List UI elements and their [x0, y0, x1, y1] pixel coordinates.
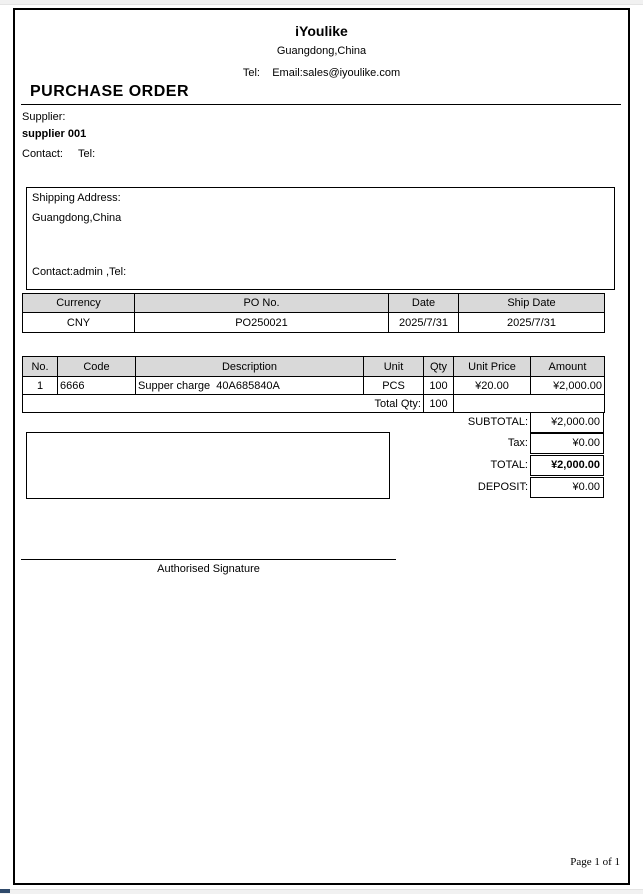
order-info-header-ship-date: Ship Date — [459, 294, 605, 313]
canvas-bottom-edge — [0, 889, 643, 894]
shipping-address-value: Guangdong,China — [32, 212, 122, 224]
total-value: ¥2,000.00 — [530, 455, 604, 476]
title-underline — [21, 104, 621, 105]
tax-value: ¥0.00 — [530, 433, 604, 454]
company-name: iYoulike — [295, 23, 348, 39]
order-info-table — [22, 293, 605, 333]
items-header-row — [23, 357, 605, 377]
order-info-po-no: PO250021 — [135, 313, 389, 333]
signature-label: Authorised Signature — [157, 563, 260, 575]
order-info-value-row — [23, 313, 605, 333]
item-no: 1 — [23, 377, 58, 395]
deposit-value: ¥0.00 — [530, 477, 604, 498]
order-info-currency: CNY — [23, 313, 135, 333]
item-qty: 100 — [424, 377, 454, 395]
subtotal-value: ¥2,000.00 — [530, 412, 604, 433]
total-qty-value: 100 — [424, 395, 454, 413]
item-unit: PCS — [364, 377, 424, 395]
items-header-code: Code — [58, 357, 136, 377]
shipping-contact-line: Contact:admin ,Tel: — [32, 266, 127, 278]
subtotal-label: SUBTOTAL: — [467, 416, 528, 428]
order-info-header-currency: Currency — [23, 294, 135, 313]
deposit-label: DEPOSIT: — [477, 481, 528, 493]
shipping-address-label: Shipping Address: — [32, 192, 121, 204]
shipping-address-box — [26, 187, 615, 290]
signature-line — [21, 559, 396, 560]
items-header-amount: Amount — [531, 357, 605, 377]
total-label: TOTAL: — [490, 459, 528, 471]
items-total-row — [23, 395, 605, 413]
total-qty-label: Total Qty: — [23, 395, 424, 413]
tax-label: Tax: — [507, 437, 528, 449]
document-title: PURCHASE ORDER — [30, 83, 190, 100]
items-header-unit-price: Unit Price — [454, 357, 531, 377]
company-contact-line: Tel: Email:sales@iyoulike.com — [242, 67, 401, 79]
order-info-header-po-no: PO No. — [135, 294, 389, 313]
items-header-no: No. — [23, 357, 58, 377]
items-header-description: Description — [136, 357, 364, 377]
supplier-label: Supplier: — [22, 111, 66, 123]
item-code: 6666 — [58, 377, 136, 395]
company-address: Guangdong,China — [276, 45, 367, 57]
items-header-unit: Unit — [364, 357, 424, 377]
item-row — [23, 377, 605, 395]
purchase-order-page — [13, 8, 630, 885]
items-total-empty-cell — [454, 395, 605, 413]
item-description: Supper charge 40A685840A — [136, 377, 364, 395]
notes-box — [26, 432, 390, 499]
item-unit-price: ¥20.00 — [454, 377, 531, 395]
items-table — [22, 356, 605, 413]
canvas-top-edge — [0, 0, 643, 5]
supplier-contact-line: Contact: Tel: — [22, 148, 96, 160]
item-amount: ¥2,000.00 — [531, 377, 605, 395]
order-info-header-date: Date — [389, 294, 459, 313]
items-header-qty: Qty — [424, 357, 454, 377]
supplier-name: supplier 001 — [22, 128, 87, 140]
order-info-date: 2025/7/31 — [389, 313, 459, 333]
bottom-left-corner-mark — [0, 889, 10, 893]
page-number: Page 1 of 1 — [570, 856, 620, 868]
order-info-ship-date: 2025/7/31 — [459, 313, 605, 333]
order-info-header-row — [23, 294, 605, 313]
